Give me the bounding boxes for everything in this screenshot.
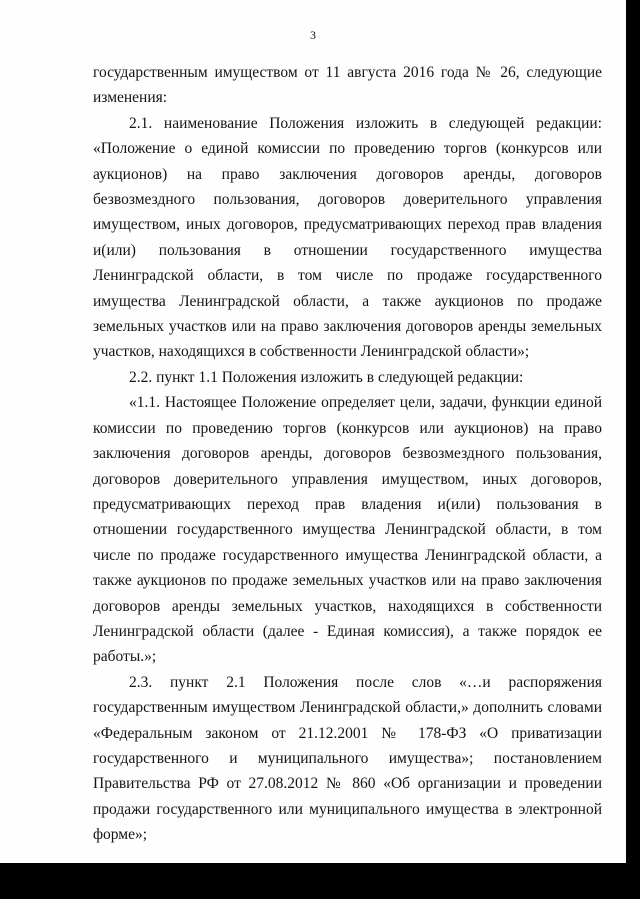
paragraph-1-1-quote: «1.1. Настоящее Положение определяет цели, задачи, функции единой комиссии по проведению торгов (конкурсов или аукционов) на право заключения договоров аренды, договоров безвозмездного пользования, договоров доверительного управления имуществом, иных договоров, предусматривающих переход прав владения и(или) пользования в отношении государственного имущества Ленинградской области, в том числе по продаже государственного имущества Ленинградской области, а также аукционов по продаже земельных участков или на право заключения договоров аренды земельных участков, находящихся в собственности Ленинградской области (далее - Единая комиссия), а также порядок ее работы.»; (93, 394, 602, 666)
document-body (93, 60, 602, 848)
paragraph-2-3: 2.3. пункт 2.1 Положения после слов «…и распоряжения государственным имуществом Ленинградской области,» дополнить словами «Федеральным законом от 21.12.2001 № 178-ФЗ «О приватизации государственного и муниципального имущества»; постановлением Правительства РФ от 27.08.2012 № 860 «Об организации и проведении продажи государственного или муниципального имущества в электронной форме»; (93, 673, 602, 844)
paragraph-2-2: 2.2. пункт 1.1 Положения изложить в следующей редакции: (129, 368, 524, 386)
paragraph-continuation: государственным имуществом от 11 августа 2016 года № 26, следующие изменения: (93, 64, 602, 107)
paragraph-2-1: 2.1. наименование Положения изложить в следующей редакции: «Положение о единой комиссии по проведению торгов (конкурсов или аукционов) на право заключения договоров аренды, договоров безвозмездного пользования, договоров доверительного управления имуществом, иных договоров, предусматривающих переход прав владения и(или) пользования в отношении государственного имущества Ленинградской области, в том числе по продаже государственного имущества Ленинградской области, а также аукционов по продаже земельных участков или на право заключения договоров аренды земельных участков, находящихся в собственности Ленинградской области»; (93, 114, 602, 361)
page-number: 3 (310, 28, 316, 42)
